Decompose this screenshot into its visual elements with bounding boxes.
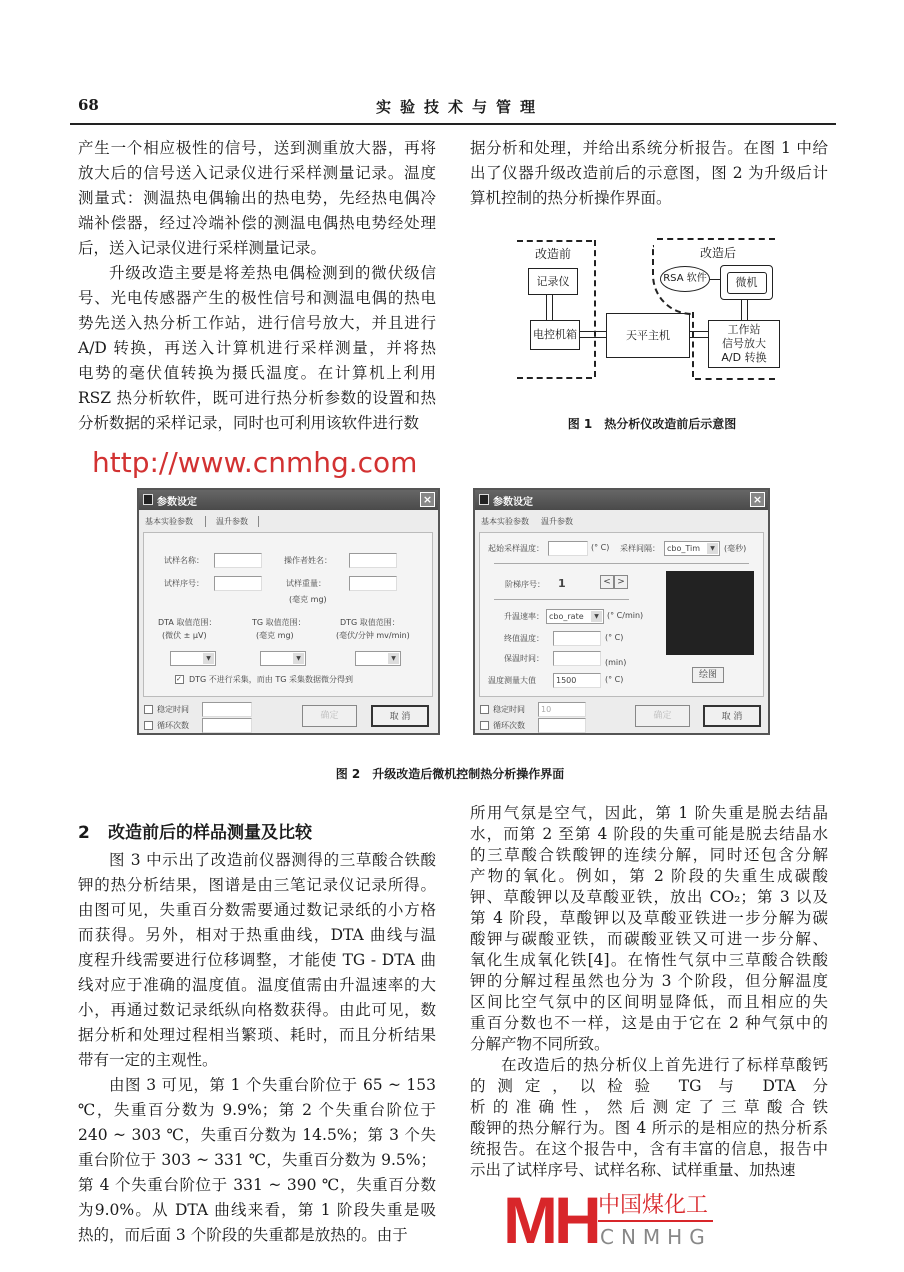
text-line: 的测定，以检验 TG 与 DTA 分 (470, 1077, 828, 1095)
before-label: 改造前 (535, 247, 572, 261)
dashed-border (657, 238, 775, 240)
dashed-border (695, 378, 775, 380)
text-line: 第 4 个失重台阶位于 331 ~ 390 ℃，失重百分数 (78, 1176, 436, 1194)
cnmhg-logo-chinese: 中国煤化工 (598, 1192, 713, 1222)
section-title: 改造前后的样品测量及比较 (108, 823, 312, 843)
text-line: ℃，失重百分数为 9.9%；第 2 个失重台阶位于 (78, 1101, 436, 1119)
tg-range-label: TG 取值范围： (252, 618, 306, 627)
max-temp-unit: (° C) (605, 675, 624, 684)
tab-panel (143, 532, 433, 697)
text-block (470, 803, 828, 1181)
hold-time-label: 保温时间： (504, 654, 544, 663)
text-line: 产物的氧化。例如，第 2 阶段的失重生成碳酸 (470, 867, 828, 885)
recorder-box: 记录仪 (528, 268, 578, 295)
sample-name-label: 试样名称： (164, 556, 204, 565)
chevron-down-icon: ▼ (203, 653, 214, 664)
workstation-line: A/D 转换 (721, 351, 767, 364)
app-icon (479, 494, 489, 505)
text-line: 第 4 阶段，草酸钾以及草酸亚铁进一步分解为碳 (470, 909, 828, 927)
ok-button[interactable]: 确定 (302, 705, 357, 727)
dialog-title-bar (139, 490, 438, 510)
cycles-input[interactable] (202, 718, 252, 733)
text-block (78, 848, 436, 1248)
text-line: 产生一个相应极性的信号，送到测重放大器，再将 (78, 139, 436, 157)
dialog-title-bar (475, 490, 768, 510)
cancel-button[interactable]: 取 消 (703, 705, 761, 727)
operator-name-input[interactable] (349, 553, 397, 568)
chevron-down-icon: ▼ (707, 543, 718, 554)
journal-title: 实验技术与管理 (375, 98, 544, 116)
stage-label: 阶梯序号： (505, 580, 545, 589)
max-temp-input[interactable]: 1500 (553, 673, 601, 688)
dashed-border (517, 377, 592, 379)
cycles-label: 循环次数 (157, 721, 189, 730)
rate-select[interactable] (546, 609, 604, 624)
figure-2-caption: 图 2 升级改造后微机控制热分析操作界面 (335, 767, 565, 781)
text-line: 钾的分解过程虽然也分为 3 个阶段，但分解温度 (470, 972, 828, 990)
stable-time-checkbox[interactable] (480, 705, 489, 714)
dtg-check-label: DTG 不进行采集，而由 TG 采集数据微分得到 (189, 675, 353, 684)
sample-weight-input[interactable] (349, 576, 397, 591)
sample-no-label: 试样序号： (164, 579, 204, 588)
tab-panel (479, 532, 764, 697)
text-line: 由图可见，失重百分数需要通过数记录纸的小方格 (78, 901, 436, 919)
text-line: 度程升线需要进行位移调整，才能使 TG - DTA 曲 (78, 951, 436, 969)
cycles-input[interactable] (538, 718, 586, 733)
close-button[interactable]: × (750, 492, 765, 507)
tg-unit: (毫克 mg) (256, 631, 294, 640)
cnmhg-logo-mark: MH (503, 1183, 598, 1257)
text-line: 240 ~ 303 ℃，失重百分数为 14.5%；第 3 个失 (78, 1126, 436, 1144)
max-temp-label: 温度测量大值 (488, 676, 536, 685)
text-block (470, 136, 828, 211)
text-line: 图 3 中示出了改造前仪器测得的三草酸合铁酸 (109, 851, 436, 869)
dta-range-label: DTA 取值范围： (158, 618, 217, 627)
header-rule (70, 123, 836, 125)
dtg-unit: (毫伏/分钟 mv/min) (336, 631, 410, 640)
sample-weight-label: 试样重量： (286, 579, 326, 588)
close-button[interactable]: × (420, 492, 435, 507)
tg-range-select[interactable] (260, 651, 306, 666)
text-line: 重百分数也不一样，这是由于它在 2 种气氛中的 (470, 1014, 828, 1032)
stable-time-input[interactable] (202, 702, 252, 717)
text-line: 析的准确性，然后测定了三草酸合铁 (470, 1098, 828, 1116)
computer-label: 微机 (727, 272, 767, 294)
text-line: A/D 转换，再送入计算机进行采样测量，并将热 (78, 339, 436, 357)
dtg-range-select[interactable] (355, 651, 401, 666)
end-temp-input[interactable] (553, 631, 601, 646)
section-heading (78, 818, 312, 843)
text-line: 水，而第 2 至第 4 阶段的失重可能是脱去结晶水 (470, 825, 828, 843)
rate-value: cbo_rate (549, 612, 584, 621)
rate-unit: (° C/min) (607, 611, 644, 620)
text-line: 钾的热分析结果，图谱是由三笔记录仪记录所得。 (78, 876, 436, 894)
cycles-checkbox[interactable] (480, 721, 489, 730)
text-line: 出了仪器升级改造前后的示意图，图 2 为升级后计 (470, 164, 828, 182)
url-watermark: http://www.cnmhg.com (92, 446, 418, 479)
plot-area (666, 571, 754, 655)
cnmhg-logo-english: CNMHG (600, 1225, 712, 1249)
text-line: 小，再通过数记录纸纵向格数获得。由此可见，数 (78, 1001, 436, 1019)
text-line: 区间比空气氛中的区间明显降低，而且相应的失 (470, 993, 828, 1011)
text-line: 分解产物不同所致。 (470, 1035, 610, 1053)
dta-unit: (微伏 ± μV) (162, 631, 207, 640)
stable-time-label: 稳定时间 (157, 705, 189, 714)
app-icon (143, 494, 153, 505)
text-line: 统报告。在这个报告中，含有丰富的信息，报告中 (470, 1140, 828, 1158)
text-block (78, 136, 436, 436)
interval-value: cbo_Tim (667, 544, 701, 553)
control-box: 电控机箱 (530, 320, 580, 350)
cycles-label: 循环次数 (493, 721, 525, 730)
stable-time-input[interactable]: 10 (538, 702, 586, 717)
tab-heating-params[interactable]: 温升参数 (541, 517, 573, 526)
tab-basic-params[interactable]: 基本实验参数 (481, 517, 529, 526)
text-line: 势先送入热分析工作站，进行信号放大，并且进行 (78, 314, 436, 332)
text-line: 分析数据的采样记录，同时也可利用该软件进行数 (78, 414, 420, 432)
next-stage-button[interactable]: > (614, 575, 628, 589)
divider (494, 599, 629, 600)
workstation-line: 信号放大 (722, 337, 766, 350)
start-temp-input[interactable] (548, 541, 588, 556)
text-line: 氧化生成氧化铁[4]。在惰性气氛中三草酸合铁酸 (470, 951, 828, 969)
text-line: 热的，而后面 3 个阶段的失重都是放热的。由于 (78, 1226, 408, 1244)
text-line: 为9.0%。从 DTA 曲线来看，第 1 阶段失重是吸 (78, 1201, 436, 1219)
stable-time-checkbox[interactable] (144, 705, 153, 714)
text-line: 酸钾与碳酸亚铁，而碳酸亚铁又可进一步分解、 (470, 930, 828, 948)
end-temp-label: 终值温度： (504, 634, 544, 643)
text-line: 由图 3 可见，第 1 个失重台阶位于 65 ~ 153 (109, 1076, 436, 1094)
operator-name-label: 操作者姓名： (284, 556, 332, 565)
sample-name-input[interactable] (214, 553, 262, 568)
divider (494, 563, 749, 564)
balance-box: 天平主机 (606, 313, 690, 358)
text-line: 而获得。另外，相对于热重曲线，DTA 曲线与温 (78, 926, 436, 944)
after-label: 改造后 (700, 246, 737, 260)
text-line: 线对应于准确的温度值。温度值需由升温速率的大 (78, 976, 436, 994)
sample-no-input[interactable] (214, 576, 262, 591)
parameter-dialog-basic (137, 488, 440, 735)
text-line: 算机控制的热分析操作界面。 (470, 189, 672, 207)
connector (741, 300, 748, 320)
plot-button[interactable]: 绘图 (692, 667, 724, 683)
text-line: 带有一定的主观性。 (78, 1051, 218, 1069)
stage-value: 1 (558, 577, 566, 590)
software-ellipse: RSA 软件 (660, 266, 710, 292)
cycles-checkbox[interactable] (144, 721, 153, 730)
interval-label: 采样间隔： (620, 544, 660, 553)
start-temp-label: 起始采样温度： (488, 544, 544, 553)
weight-unit: (毫克 mg) (289, 595, 327, 604)
dashed-border (594, 240, 596, 377)
tab-heating-params[interactable]: 温升参数 (205, 516, 259, 527)
connector (710, 279, 720, 280)
dashed-border (517, 240, 592, 242)
interval-unit: (毫秒) (724, 544, 747, 553)
chevron-down-icon: ▼ (591, 611, 602, 622)
start-temp-unit: (° C) (591, 543, 610, 552)
dta-range-select[interactable] (170, 651, 216, 666)
text-line: 钾、草酸钾以及草酸亚铁，放出 CO₂；第 3 以及 (470, 888, 828, 906)
text-line: 测量式：测温热电偶输出的热电势，先经热电偶冷 (78, 189, 436, 207)
text-line: 升级改造主要是将差热电偶检测到的微伏级信 (109, 264, 436, 282)
hold-time-unit: (min) (605, 658, 627, 667)
text-line: 后，送入记录仪进行采样测量记录。 (78, 239, 327, 257)
end-temp-unit: (° C) (605, 633, 624, 642)
connector (580, 331, 606, 338)
section-number: 2 (78, 823, 90, 843)
workstation-line: 工作站 (727, 323, 761, 336)
text-line: 重台阶位于 303 ~ 331 ℃，失重百分数为 9.5%； (78, 1151, 436, 1169)
stable-time-label: 稳定时间 (493, 705, 525, 714)
chevron-down-icon: ▼ (388, 653, 399, 664)
page-number: 68 (78, 96, 99, 114)
text-line: 放大后的信号送入记录仪进行采样测量记录。温度 (78, 164, 436, 182)
rate-label: 升温速率： (504, 612, 544, 621)
computer-monitor (720, 265, 773, 300)
interval-select[interactable] (664, 541, 720, 556)
prev-stage-button[interactable]: < (600, 575, 614, 589)
parameter-dialog-heating (473, 488, 770, 735)
cancel-button[interactable]: 取 消 (371, 705, 429, 727)
dtg-checkbox[interactable]: ✓ (175, 675, 184, 684)
text-line: 据分析和处理，并给出系统分析报告。在图 1 中给 (470, 139, 828, 157)
ok-button[interactable]: 确定 (635, 705, 690, 727)
dashed-border (692, 312, 694, 377)
text-line: 端补偿器，经过冷端补偿的测温电偶热电势经处理 (78, 214, 436, 232)
text-line: 电势的毫伏值转换为摄氏温度。在计算机上利用 (78, 364, 436, 382)
text-line: 据分析和处理过程相当繁琐、耗时，而且分析结果 (78, 1026, 436, 1044)
dialog-title: 参数设定 (157, 497, 197, 508)
workstation-box (708, 320, 780, 368)
hold-time-input[interactable] (553, 651, 601, 666)
dtg-range-label: DTG 取值范围： (340, 618, 400, 627)
text-line: RSZ 热分析软件，既可进行热分析参数的设置和热 (78, 389, 436, 407)
text-line: 酸钾的热分解行为。图 4 所示的是相应的热分析系 (470, 1119, 828, 1137)
text-line: 所用气氛是空气，因此，第 1 阶失重是脱去结晶 (470, 804, 828, 822)
text-line: 在改造后的热分析仪上首先进行了标样草酸钙 (501, 1056, 828, 1074)
chevron-down-icon: ▼ (293, 653, 304, 664)
figure-1-caption: 图 1 热分析仪改造前后示意图 (567, 417, 737, 431)
dialog-title: 参数设定 (493, 497, 533, 508)
text-line: 示出了试样序号、试样名称、试样重量、加热速 (470, 1161, 796, 1179)
text-line: 号、光电传感器产生的极性信号和测温电偶的热电 (78, 289, 436, 307)
connector (546, 295, 553, 320)
text-line: 的三草酸合铁酸钾的连续分解，同时还包含分解 (470, 846, 828, 864)
tab-basic-params[interactable]: 基本实验参数 (145, 517, 193, 526)
